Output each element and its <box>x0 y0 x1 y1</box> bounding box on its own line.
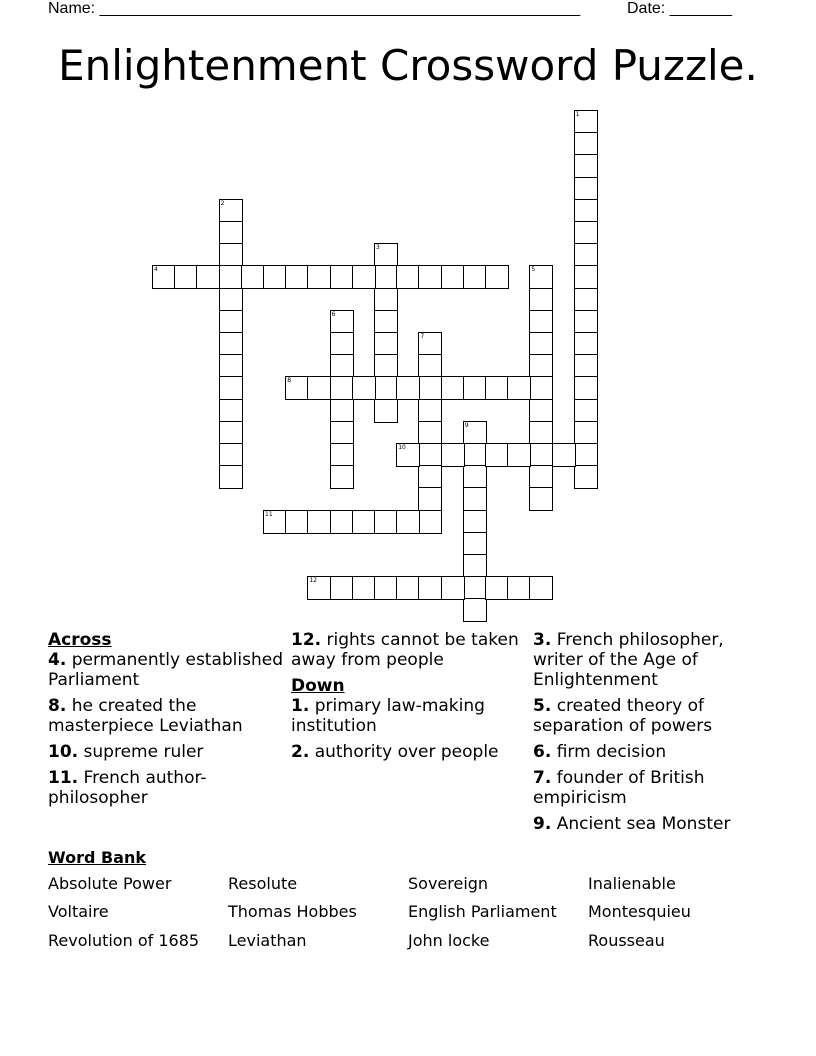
crossword-cell[interactable] <box>307 265 331 289</box>
clue-down-6: 6. firm decision <box>533 742 667 762</box>
crossword-cell[interactable] <box>219 443 243 467</box>
crossword-cell[interactable] <box>574 465 598 489</box>
crossword-cell[interactable] <box>507 376 531 400</box>
date-field-label: Date: _______ <box>627 0 732 17</box>
across-heading: Across <box>48 630 112 650</box>
crossword-cell[interactable] <box>219 221 243 245</box>
crossword-cell[interactable] <box>574 354 598 378</box>
crossword-cell[interactable] <box>219 243 243 267</box>
word-bank-item: Revolution of 1685 <box>48 931 200 950</box>
crossword-cell[interactable] <box>463 554 487 578</box>
word-bank-item: Thomas Hobbes <box>228 902 357 921</box>
crossword-cell[interactable] <box>529 487 553 511</box>
word-bank-item: John locke <box>408 931 490 950</box>
crossword-cell[interactable] <box>418 443 442 467</box>
crossword-cell[interactable] <box>463 510 487 534</box>
crossword-cell[interactable] <box>574 199 598 223</box>
crossword-cell[interactable] <box>219 265 243 289</box>
crossword-cell[interactable] <box>219 421 243 445</box>
crossword-cell[interactable] <box>574 443 598 467</box>
clues-column-3 <box>533 630 769 840</box>
clue-number: 10 <box>398 444 406 451</box>
crossword-cell[interactable] <box>174 265 198 289</box>
crossword-cell[interactable] <box>330 421 354 445</box>
crossword-cell[interactable] <box>529 354 553 378</box>
clue-down-1: 1. primary law-making institution <box>291 696 485 736</box>
crossword-cell[interactable] <box>574 132 598 156</box>
crossword-cell[interactable] <box>441 443 465 467</box>
crossword-cell[interactable] <box>574 265 598 289</box>
clue-number: 5 <box>531 266 536 274</box>
clue-number: 4 <box>154 266 158 274</box>
crossword-cell[interactable] <box>574 288 598 312</box>
crossword-cell[interactable] <box>463 376 487 400</box>
clue-across-12: 12. rights cannot be taken away from people <box>291 630 519 670</box>
crossword-cell[interactable] <box>330 376 354 400</box>
clue-down-5: 5. created theory of separation of powers <box>533 696 713 736</box>
crossword-cell[interactable] <box>352 576 376 600</box>
crossword-cell[interactable] <box>352 510 376 534</box>
crossword-cell[interactable] <box>330 465 354 489</box>
crossword-cell[interactable] <box>463 443 487 467</box>
word-bank-item: English Parliament <box>408 902 557 921</box>
crossword-cell[interactable] <box>574 421 598 445</box>
word-bank-item: Inalienable <box>588 874 676 893</box>
crossword-cell[interactable] <box>574 399 598 423</box>
crossword-cell[interactable] <box>330 265 354 289</box>
crossword-cell[interactable] <box>418 510 442 534</box>
crossword-cell[interactable] <box>263 265 287 289</box>
crossword-cell[interactable] <box>330 399 354 423</box>
crossword-cell[interactable] <box>574 177 598 201</box>
word-bank-item: Sovereign <box>408 874 489 893</box>
page-title: Enlightenment Crossword Puzzle. <box>58 41 758 90</box>
crossword-cell[interactable] <box>219 310 243 334</box>
clue-across-11: 11. French author-philosopher <box>48 768 207 808</box>
crossword-cell[interactable] <box>529 310 553 334</box>
name-field-label: Name: ______________________________________________________ <box>48 0 581 17</box>
crossword-cell[interactable] <box>529 288 553 312</box>
crossword-cell[interactable] <box>219 354 243 378</box>
crossword-cell[interactable] <box>418 265 442 289</box>
crossword-cell[interactable] <box>219 399 243 423</box>
crossword-cell[interactable] <box>396 265 420 289</box>
crossword-cell[interactable] <box>219 376 243 400</box>
crossword-cell[interactable] <box>219 288 243 312</box>
crossword-cell[interactable] <box>485 376 509 400</box>
crossword-cell[interactable] <box>330 576 354 600</box>
crossword-cell[interactable] <box>574 332 598 356</box>
clue-number: 2 <box>220 199 225 207</box>
clue-down-7: 7. founder of British empiricism <box>533 768 705 808</box>
crossword-cell[interactable] <box>330 332 354 356</box>
crossword-cell[interactable] <box>219 332 243 356</box>
crossword-cell[interactable] <box>463 465 487 489</box>
clue-across-8: 8. he created the masterpiece Leviathan <box>48 696 243 736</box>
word-bank-item: Resolute <box>228 874 298 893</box>
crossword-cell[interactable] <box>529 576 553 600</box>
crossword-cell[interactable] <box>529 465 553 489</box>
clue-number: 6 <box>331 310 336 318</box>
crossword-cell[interactable] <box>330 443 354 467</box>
crossword-cell[interactable] <box>285 265 309 289</box>
crossword-cell[interactable] <box>418 421 442 445</box>
clue-across-4: 4. permanently established Parliament <box>48 650 283 690</box>
crossword-cell[interactable] <box>529 443 553 467</box>
crossword-cell[interactable] <box>374 376 398 400</box>
crossword-cell[interactable] <box>574 310 598 334</box>
clue-across-10: 10. supreme ruler <box>48 742 204 762</box>
crossword-cell[interactable] <box>418 376 442 400</box>
crossword-cell[interactable] <box>529 332 553 356</box>
crossword-cell[interactable] <box>307 510 331 534</box>
crossword-cell[interactable] <box>574 221 598 245</box>
word-bank-item: Leviathan <box>228 931 307 950</box>
crossword-cell[interactable] <box>552 443 576 467</box>
crossword-cell[interactable] <box>396 576 420 600</box>
crossword-cell[interactable] <box>574 154 598 178</box>
word-bank-item: Absolute Power <box>48 874 172 893</box>
clue-number: 7 <box>420 333 425 340</box>
clue-number: 1 <box>575 111 580 118</box>
clue-down-3: 3. French philosopher, writer of the Age of Enlightenment <box>533 630 724 690</box>
crossword-cell[interactable] <box>396 510 420 534</box>
crossword-cell[interactable] <box>374 265 398 289</box>
clues-column-1 <box>48 630 284 814</box>
clue-number: 11 <box>265 510 273 518</box>
clue-down-2: 2. authority over people <box>291 742 499 762</box>
clue-number: 3 <box>376 244 380 252</box>
crossword-cell[interactable] <box>485 576 509 600</box>
crossword-cell[interactable] <box>374 510 398 534</box>
crossword-cell[interactable] <box>463 598 487 622</box>
crossword-cell[interactable] <box>330 510 354 534</box>
crossword-cell[interactable] <box>396 376 420 400</box>
clue-number: 12 <box>309 577 318 585</box>
word-bank-item: Rousseau <box>588 931 665 950</box>
crossword-cell[interactable] <box>441 265 465 289</box>
crossword-cell[interactable] <box>441 376 465 400</box>
crossword-cell[interactable] <box>529 376 553 400</box>
clue-number: 8 <box>287 377 292 385</box>
word-bank-item: Voltaire <box>48 902 109 921</box>
crossword-cell[interactable] <box>330 354 354 378</box>
clues-column-2 <box>291 630 527 768</box>
crossword-cell[interactable] <box>507 443 531 467</box>
crossword-cell[interactable] <box>352 265 376 289</box>
crossword-cell[interactable] <box>441 576 465 600</box>
word-bank-heading: Word Bank <box>48 848 147 867</box>
crossword-cell[interactable] <box>418 399 442 423</box>
crossword-cell[interactable] <box>352 376 376 400</box>
crossword-cell[interactable] <box>374 576 398 600</box>
crossword-cell[interactable] <box>529 399 553 423</box>
crossword-cell[interactable] <box>196 265 220 289</box>
crossword-cell[interactable] <box>529 421 553 445</box>
crossword-cell[interactable] <box>374 310 398 334</box>
crossword-cell[interactable] <box>374 399 398 423</box>
crossword-cell[interactable] <box>574 376 598 400</box>
crossword-cell[interactable] <box>463 576 487 600</box>
crossword-cell[interactable] <box>418 465 442 489</box>
crossword-cell[interactable] <box>463 532 487 556</box>
crossword-cell[interactable] <box>374 354 398 378</box>
crossword-cell[interactable] <box>241 265 265 289</box>
crossword-cell[interactable] <box>285 510 309 534</box>
crossword-cell[interactable] <box>418 354 442 378</box>
crossword-cell[interactable] <box>463 487 487 511</box>
crossword-cell[interactable] <box>485 265 509 289</box>
crossword-cell[interactable] <box>374 332 398 356</box>
crossword-cell[interactable] <box>485 443 509 467</box>
crossword-cell[interactable] <box>507 576 531 600</box>
crossword-cell[interactable] <box>307 376 331 400</box>
clue-number: 9 <box>464 421 469 429</box>
crossword-cell[interactable] <box>374 288 398 312</box>
down-heading: Down <box>291 676 345 696</box>
crossword-cell[interactable] <box>418 487 442 511</box>
word-bank-item: Montesquieu <box>588 902 691 921</box>
crossword-cell[interactable] <box>219 465 243 489</box>
crossword-cell[interactable] <box>574 243 598 267</box>
clue-down-9: 9. Ancient sea Monster <box>533 814 731 834</box>
crossword-cell[interactable] <box>463 265 487 289</box>
crossword-cell[interactable] <box>418 576 442 600</box>
